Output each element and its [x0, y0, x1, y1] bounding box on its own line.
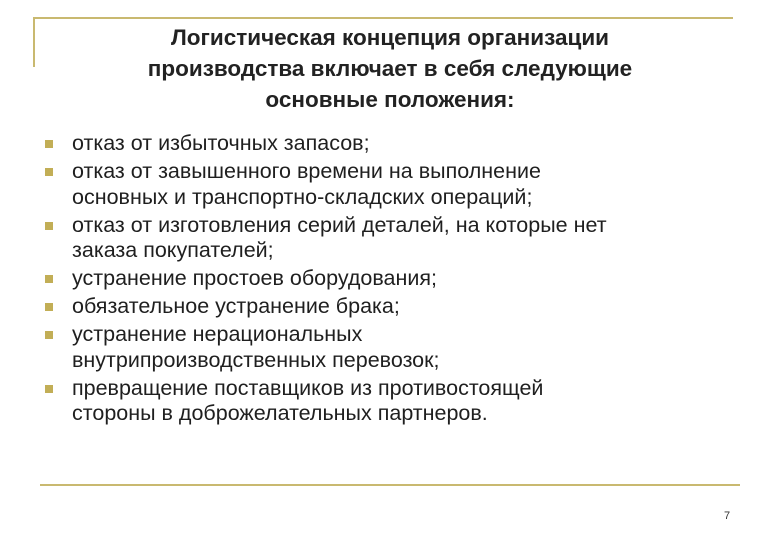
- title-line: производства включает в себя следующие: [147, 56, 633, 81]
- square-bullet-icon: [45, 385, 53, 393]
- square-bullet-icon: [45, 140, 53, 148]
- bullet-text: устранение простоев оборудования;: [72, 266, 438, 290]
- square-bullet-icon: [45, 168, 53, 176]
- bullet-text: основных и транспортно-складских операций;: [72, 184, 533, 209]
- bullet-item: [42, 266, 742, 292]
- page-number: 7: [724, 510, 731, 522]
- bottom-rule: [40, 484, 740, 486]
- slide-title: [60, 22, 720, 115]
- bullet-item: [42, 159, 742, 210]
- bullet-item: [42, 322, 742, 373]
- bullet-list: [42, 131, 742, 429]
- square-bullet-icon: [45, 331, 53, 339]
- bullet-text: обязательное устранение брака;: [72, 294, 400, 318]
- bullet-item: [42, 213, 742, 264]
- left-rule: [33, 17, 35, 67]
- bullet-item: [42, 294, 742, 320]
- bullet-text: заказа покупателей;: [72, 238, 274, 262]
- bullet-text: внутрипроизводственных перевозок;: [72, 347, 440, 372]
- title-line: Логистическая концепция организации: [170, 25, 609, 50]
- bullet-item: [42, 376, 742, 427]
- square-bullet-icon: [45, 222, 53, 230]
- bullet-text: стороны в доброжелательных партнеров.: [72, 401, 488, 425]
- bullet-text: отказ от завышенного времени на выполнение: [72, 159, 541, 183]
- square-bullet-icon: [45, 303, 53, 311]
- bullet-text: превращение поставщиков из противостоящей: [72, 375, 544, 400]
- square-bullet-icon: [45, 275, 53, 283]
- top-rule: [33, 17, 733, 19]
- bullet-text: отказ от избыточных запасов;: [72, 131, 370, 155]
- title-line: основные положения:: [265, 87, 515, 112]
- bullet-text: устранение нерациональных: [72, 322, 363, 346]
- bullet-text: отказ от изготовления серий деталей, на которые нет: [72, 212, 607, 237]
- bullet-item: [42, 131, 742, 157]
